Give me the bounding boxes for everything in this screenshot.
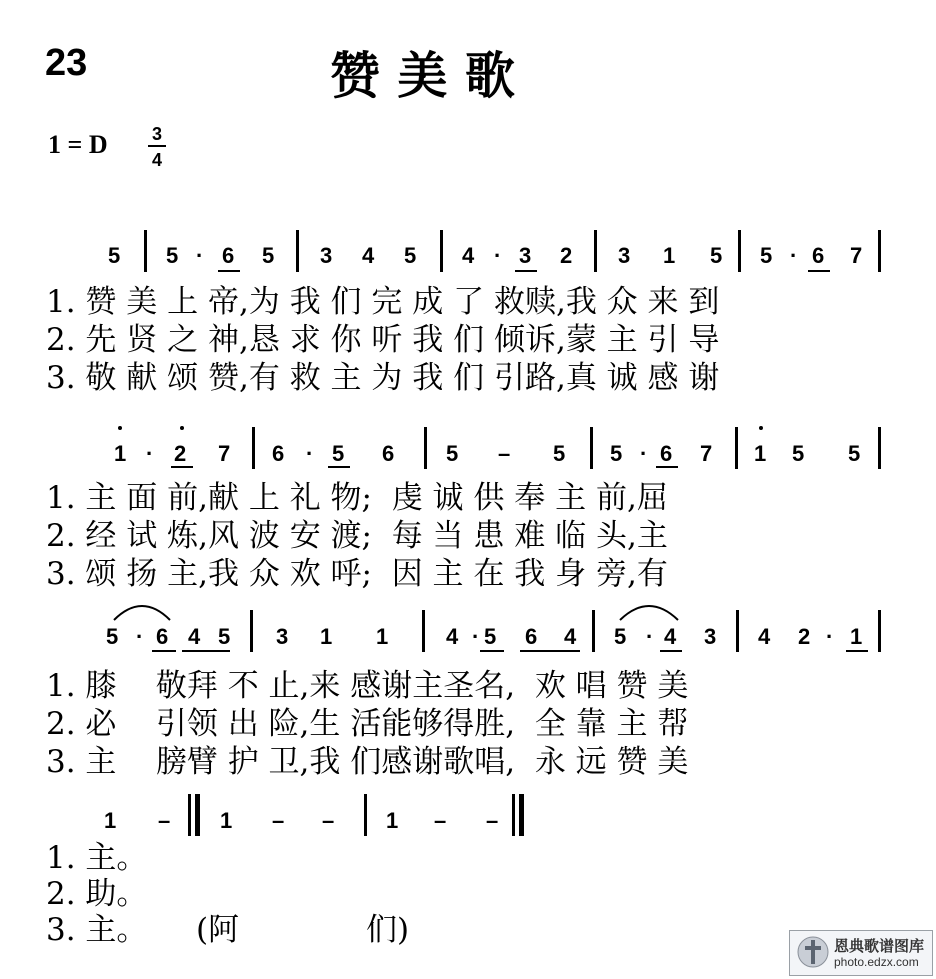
time-signature-line [148,145,166,147]
note-dash: – [322,808,335,833]
note: 6 [812,243,825,268]
underline [152,650,176,652]
lyric-line: 2. 经 试 炼,风 波 安 渡; 每 当 患 难 临 头,主 [46,518,668,554]
barline [195,794,200,836]
watermark-name: 恩典歌谱图库 [834,937,925,955]
lyric-line: 1. 主。 [46,840,148,876]
cross-logo-icon [796,935,830,969]
note: 5 [610,441,623,466]
lyric-line: 3. 敬 献 颂 赞,有 救 主 为 我 们 引路,真 诚 感 谢 [46,360,720,396]
page-title: 赞 美 歌 [330,46,515,105]
note: 5 [446,441,459,466]
note-dot: · [640,441,648,466]
note: 5 [710,243,723,268]
lyric-line: 2. 助。 [46,876,148,912]
underline [218,270,240,272]
barline [144,230,147,272]
note: 4 [564,624,577,649]
note: 4 [758,624,771,649]
note: 4 [664,624,677,649]
note-dot: · [826,624,834,649]
note: 5 [792,441,805,466]
barline [519,794,524,836]
note-dot: · [146,441,154,466]
note: 7 [700,441,713,466]
note: 7 [850,243,863,268]
lyric-line: 2. 必 引领 出 险,生 活能够得胜, 全 靠 主 帮 [46,706,689,742]
note: 5 [108,243,121,268]
barline [188,794,191,836]
barline [736,610,739,652]
note: 1 [386,808,399,833]
note: 1 [663,243,676,268]
note: 6 [222,243,235,268]
note: 5 [106,624,119,649]
note: 3 [704,624,717,649]
lyric-line: 1. 赞 美 上 帝,为 我 们 完 成 了 救赎,我 众 来 到 [46,284,720,320]
barline [590,427,593,469]
note-dot: · [306,441,314,466]
barline [512,794,515,836]
barline [252,427,255,469]
note: 1 [320,624,333,649]
note: 6 [660,441,673,466]
note: 5 [614,624,627,649]
note: 3 [519,243,532,268]
underline [660,650,682,652]
high-octave-dot [118,426,122,430]
note: 5 [848,441,861,466]
lyric-line: 1. 主 面 前,献 上 礼 物; 虔 诚 供 奉 主 前,屈 [46,480,668,516]
note: 5 [484,624,497,649]
underline [182,650,230,652]
note: 5 [262,243,275,268]
key-signature: 1 = D [48,130,108,159]
underline [171,466,193,468]
lyric-line: 3. 主。 [46,912,148,948]
time-signature-top: 3 [152,124,163,144]
barline [592,610,595,652]
note: 7 [218,441,231,466]
note: 2 [560,243,573,268]
barline [296,230,299,272]
note-dash: – [158,808,171,833]
note: 2 [174,441,187,466]
lyric-line: 1. 膝 敬拜 不 止,来 感谢主圣名, 欢 唱 赞 美 [46,668,689,704]
watermark-url: photo.edzx.com [834,955,919,969]
barline [440,230,443,272]
note: 3 [276,624,289,649]
note: 3 [320,243,333,268]
barline [364,794,367,836]
note: 3 [618,243,631,268]
underline [808,270,830,272]
underline [480,650,504,652]
lyric-line: 2. 先 贤 之 神,恳 求 你 听 我 们 倾诉,蒙 主 引 导 [46,322,720,358]
underline [520,650,580,652]
barline [594,230,597,272]
slur [112,598,172,622]
watermark [789,930,933,976]
barline [735,427,738,469]
note: 5 [332,441,345,466]
note: 6 [272,441,285,466]
lyric-line: 3. 颂 扬 主,我 众 欢 呼; 因 主 在 我 身 旁,有 [46,556,668,592]
underline [846,650,868,652]
note: 5 [553,441,566,466]
note-dash: – [486,808,499,833]
note: 5 [166,243,179,268]
note-dash: – [498,441,511,466]
slur [618,598,680,622]
note-dot: · [472,624,480,649]
note: 6 [382,441,395,466]
barline [878,427,881,469]
amen-close: 们) [366,912,410,948]
note: 5 [218,624,231,649]
note: 4 [362,243,375,268]
note: 1 [376,624,389,649]
note: 6 [525,624,538,649]
high-octave-dot [180,426,184,430]
note-dot: · [136,624,144,649]
barline [424,427,427,469]
note: 4 [188,624,201,649]
barline [250,610,253,652]
barline [878,230,881,272]
underline [656,466,678,468]
note: 1 [104,808,117,833]
note: 5 [404,243,417,268]
barline [738,230,741,272]
amen-open: (阿 [196,912,240,948]
note: 1 [754,441,767,466]
note: 1 [114,441,127,466]
barline [878,610,881,652]
song-number: 23 [45,42,88,84]
note: 1 [220,808,233,833]
note: 4 [462,243,475,268]
note: 5 [760,243,773,268]
lyric-line: 3. 主 膀臂 护 卫,我 们感谢歌唱, 永 远 赞 美 [46,744,689,780]
barline [422,610,425,652]
note: 4 [446,624,459,649]
note: 1 [850,624,863,649]
note-dot: · [196,243,204,268]
note-dot: · [790,243,798,268]
underline [515,270,537,272]
note: 2 [798,624,811,649]
high-octave-dot [759,426,763,430]
note-dash: – [272,808,285,833]
time-signature-bottom: 4 [152,150,163,170]
underline [328,466,350,468]
note-dot: · [646,624,654,649]
note-dash: – [434,808,447,833]
note: 6 [156,624,169,649]
note-dot: · [494,243,502,268]
